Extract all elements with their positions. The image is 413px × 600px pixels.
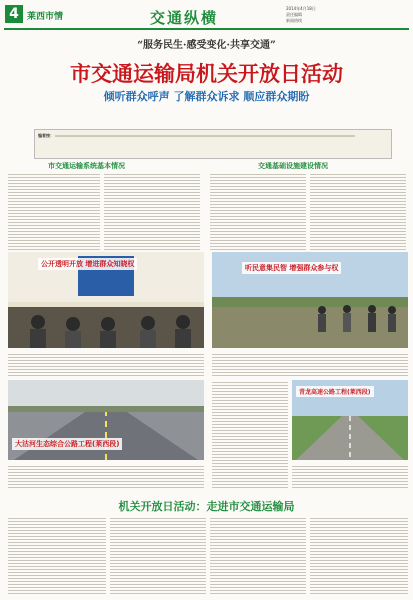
text-column <box>8 516 106 594</box>
article-headline: 市交通运输局机关开放日活动 <box>70 62 343 86</box>
text-column <box>310 172 406 250</box>
road-text <box>292 464 408 490</box>
header-rule <box>4 28 409 30</box>
header-hotline: 新闻热线 <box>286 18 302 23</box>
text-column <box>310 516 408 594</box>
road-photo-caption: 青龙高速公路工程(莱西段) <box>296 386 374 397</box>
field-photo <box>212 252 408 348</box>
article-kicker: “服务民生·感受变化·共享交通” <box>137 40 276 51</box>
header-date: 2014年4月18日 <box>286 6 316 11</box>
header-editor: 责任编辑 <box>286 12 302 17</box>
section-heading-right: 交通基础设施建设情况 <box>258 162 328 170</box>
highway-photo <box>8 380 204 460</box>
footer-story-title: 机关开放日活动：走进市交通运输局 <box>118 500 295 513</box>
text-column <box>212 380 288 490</box>
meeting-photo-text <box>8 352 204 376</box>
editor-note-text <box>55 135 355 137</box>
section-title: 交通纵横 <box>150 9 219 27</box>
text-column <box>110 516 206 594</box>
field-photo-caption: 听民意集民智 增强群众参与权 <box>242 262 341 274</box>
editor-note <box>34 129 392 159</box>
field-photo-text <box>212 352 408 376</box>
meeting-photo-caption: 公开透明开放 增进群众知晓权 <box>38 258 137 270</box>
article-subhead: 倾听群众呼声 了解群众诉求 顺应群众期盼 <box>103 90 310 103</box>
meeting-photo <box>8 252 204 348</box>
text-column <box>104 172 200 250</box>
editor-note-label: 编者按： <box>38 133 54 138</box>
highway-photo-caption: 大沽河生态综合公路工程(莱西段) <box>12 438 122 450</box>
section-name: 莱西市情 <box>27 12 64 22</box>
page-header <box>0 0 413 30</box>
page-number: 4 <box>5 5 23 23</box>
section-heading-left: 市交通运输系统基本情况 <box>48 162 125 170</box>
text-column <box>8 172 100 250</box>
text-column <box>210 516 306 594</box>
header-info <box>286 6 316 24</box>
text-column <box>210 172 306 250</box>
highway-text <box>8 464 204 490</box>
road-photo <box>292 380 408 460</box>
